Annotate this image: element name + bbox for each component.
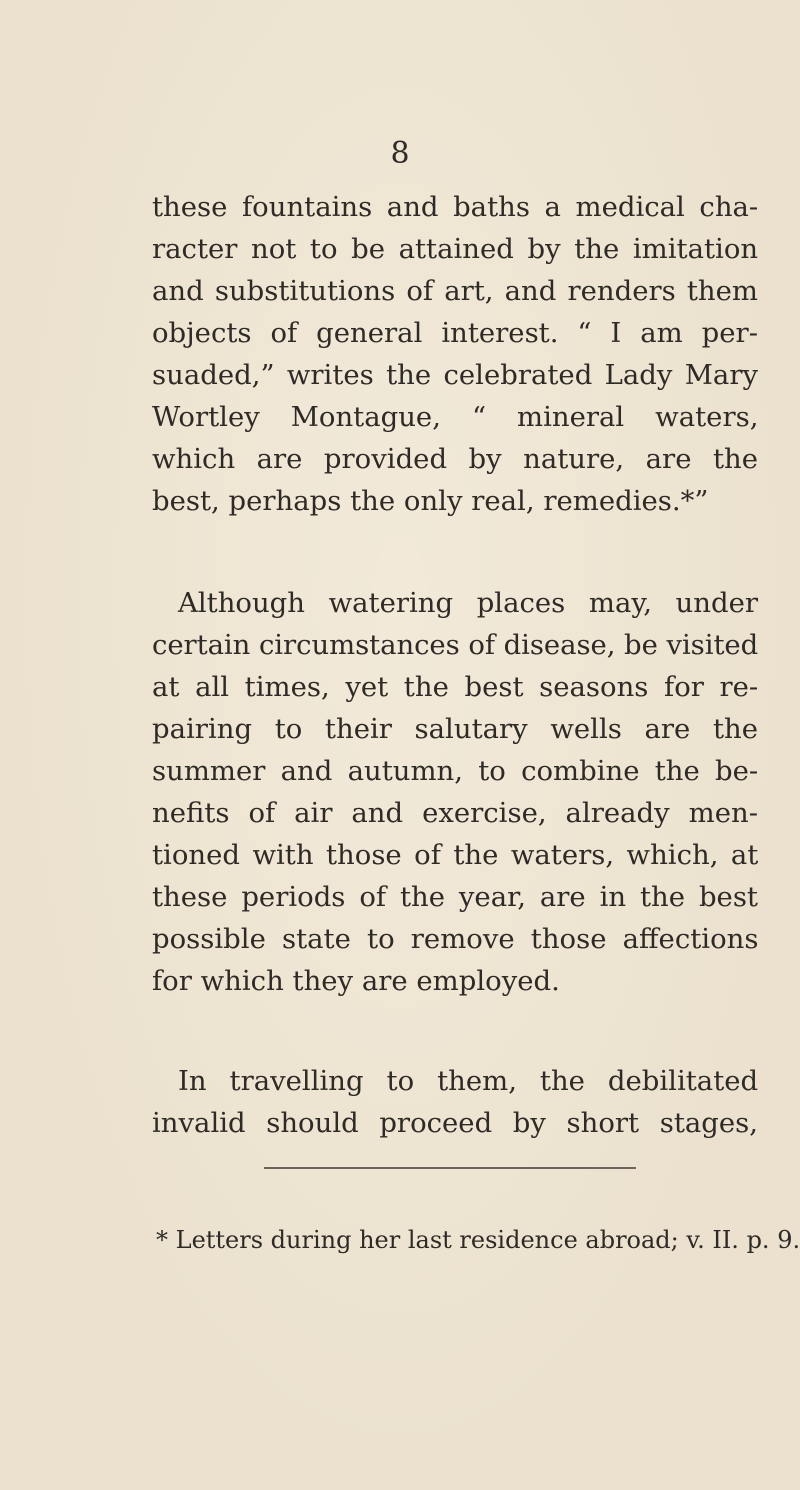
text-line: suaded,” writes the celebrated Lady Mary [152,359,759,391]
text-line: Wortley Montague, “ mineral waters, [152,401,759,433]
page-number: 8 [390,136,410,171]
text-line: possible state to remove those affections [152,923,759,955]
text-line: In travelling to them, the debilitated [178,1065,759,1097]
text-line: invalid should proceed by short stages, [152,1107,758,1139]
text-line: Although watering places may, under [178,587,758,619]
text-line: objects of general interest. “ I am per- [152,317,758,349]
text-line: pairing to their salutary wells are the [152,713,758,745]
paragraph-3 [152,1060,758,1144]
paragraph-2 [152,582,758,1002]
text-line: at all times, yet the best seasons for re- [152,671,759,703]
text-line: which are provided by nature, are the [152,443,758,475]
text-line: these fountains and baths a medical cha- [152,191,759,223]
paragraph-1 [152,186,758,522]
text-line: best, perhaps the only real, remedies.*” [152,485,709,517]
footnote-rule [264,1167,636,1169]
text-line: nefits of air and exercise, already men- [152,797,758,829]
text-line: for which they are employed. [152,965,560,997]
text-line: these periods of the year, are in the best [152,881,758,913]
footnote: * Letters during her last residence abroad; v. II. p. 9. [156,1226,800,1254]
text-line: racter not to be attained by the imitation [152,233,759,265]
text-line: summer and autumn, to combine the be- [152,755,759,787]
text-line: certain circumstances of disease, be visited [152,629,759,661]
text-line: and substitutions of art, and renders them [152,275,758,307]
text-line: tioned with those of the waters, which, at [152,839,759,871]
